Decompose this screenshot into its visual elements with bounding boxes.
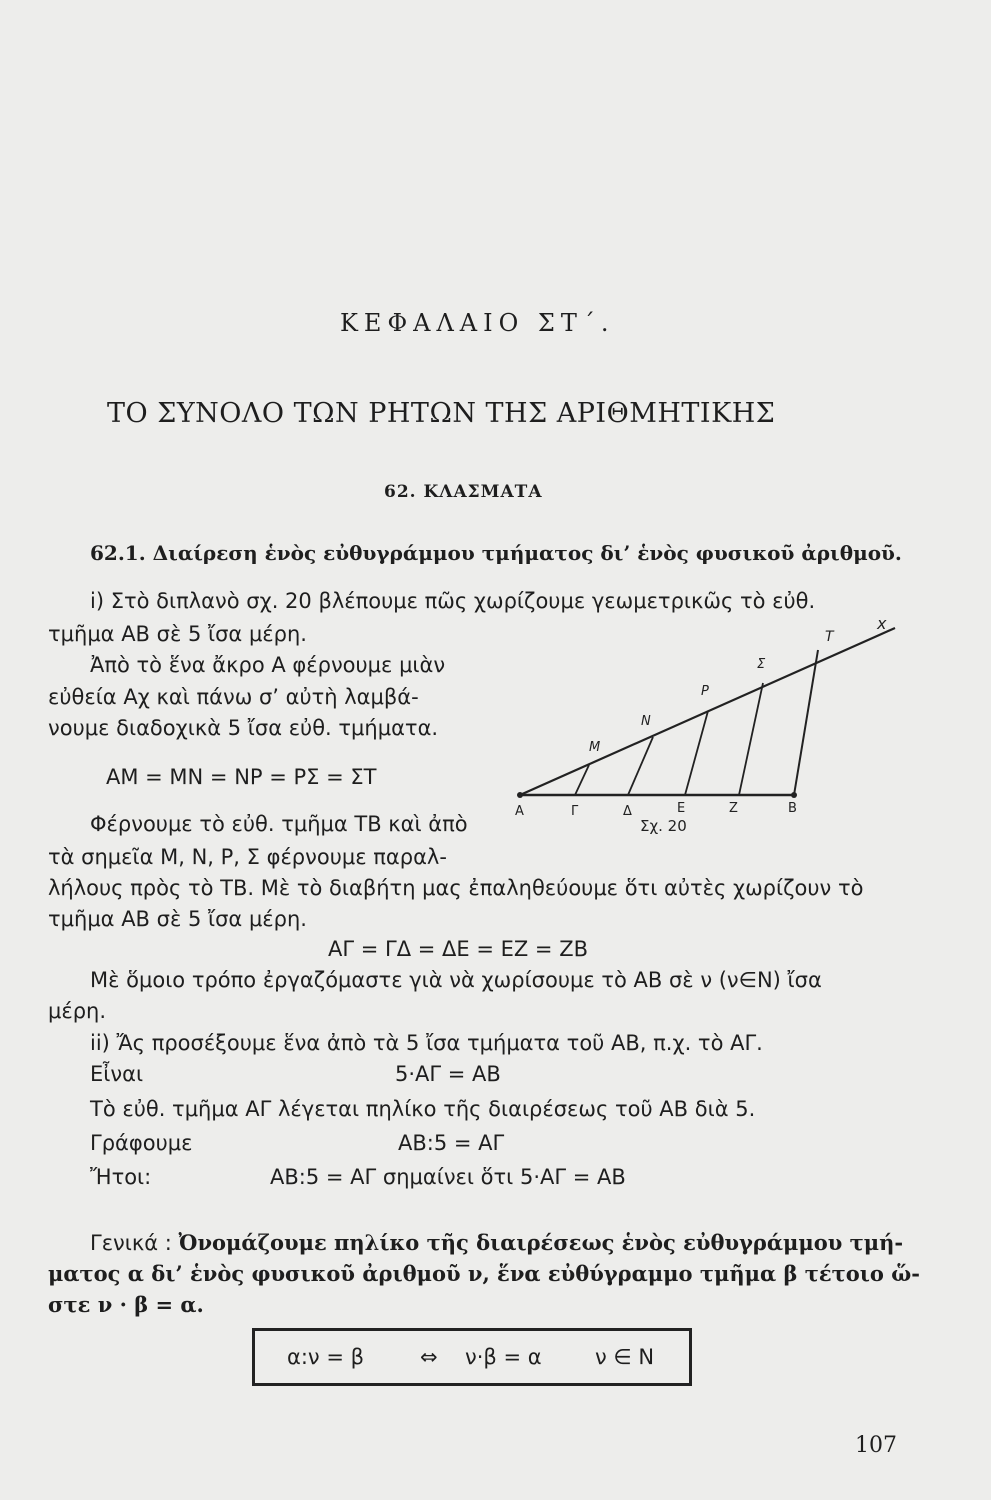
formula-mid: ν·β = α [465,1345,542,1369]
figure-caption: Σχ. 20 [640,817,687,835]
text-line: Φέρνουμε τὸ εὐθ. τμῆμα ΤΒ καὶ ἀπὸ [90,812,468,836]
text-label: Γράφουμε [90,1131,193,1155]
text-line: Μὲ ὅμοιο τρόπο ἐργαζόμαστε γιὰ νὰ χωρίσουμε τὸ ΑΒ σὲ ν (ν∈Ν) ἴσα [90,968,822,992]
definition-text: Ὀνομάζουμε πηλίκο τῆς διαιρέσεως ἑνὸς εὐθυγράμμου τμή- [178,1230,904,1255]
label-b: Β [788,801,797,816]
text-line: τμῆμα ΑΒ σὲ 5 ἴσα μέρη. [48,622,307,646]
page-number: 107 [855,1433,897,1458]
formula-left: α:ν = β [287,1345,364,1369]
chapter-title: ΤΟ ΣΥΝΟΛΟ ΤΩΝ ΡΗΤΩΝ ΤΗΣ ΑΡΙΘΜΗΤΙΚΗΣ [107,398,776,429]
text-line: Τὸ εὐθ. τμῆμα ΑΓ λέγεται πηλίκο τῆς διαιρέσεως τοῦ ΑΒ διὰ 5. [90,1097,756,1121]
text-line: λήλους πρὸς τὸ ΤΒ. Μὲ τὸ διαβήτη μας ἐπαληθεύουμε ὅτι αὐτὲς χωρίζουν τὸ [48,876,864,900]
text-line: Ἀπὸ τὸ ἕνα ἄκρο Α φέρνουμε μιὰν [90,653,446,677]
text-line: τὰ σημεῖα Μ, Ν, Ρ, Σ φέρνουμε παραλ- [48,845,447,869]
label-t: Τ [825,629,834,645]
text-line: τμῆμα ΑΒ σὲ 5 ἴσα μέρη. [48,907,307,931]
text-line: εὐθεία Αχ καὶ πάνω σ’ αὐτὴ λαμβά- [48,685,419,709]
text-line: μέρη. [48,999,107,1023]
point-b [791,792,797,798]
equation-line: ΑΓ = ΓΔ = ΔΕ = ΕΖ = ΖΒ [328,937,588,961]
label-n: Ν [641,714,651,729]
figure-20 [505,615,905,845]
parallel-line-s [739,683,763,795]
equation-line: ΑΒ:5 = ΑΓ σημαίνει ὅτι 5·ΑΓ = ΑΒ [270,1165,626,1189]
definition-lead: Γενικά : [90,1231,179,1255]
label-g: Γ [571,804,579,819]
point-a [517,792,523,798]
definition-line: στε ν · β = α. [48,1292,204,1317]
chapter-heading: ΚΕΦΑΛΑΙΟ ΣΤ΄. [340,309,615,337]
text-label: Εἶναι [90,1062,144,1086]
definition-line [90,1230,903,1255]
text-line: i) Στὸ διπλανὸ σχ. 20 βλέπουμε πῶς χωρίζουμε γεωμετρικῶς τὸ εὐθ. [90,589,816,613]
label-p: Ρ [701,684,709,699]
equation-line: ΑΒ:5 = ΑΓ [398,1131,505,1155]
label-m: Μ [589,740,601,755]
text-line: νουμε διαδοχικὰ 5 ἴσα εὐθ. τμήματα. [48,716,439,740]
label-a: Α [515,804,524,819]
equivalence-arrow: ⇔ [420,1345,438,1369]
equation-line: ΑΜ = ΜΝ = ΝΡ = ΡΣ = ΣΤ [106,765,377,789]
label-x: x [877,615,887,633]
label-e: Ε [677,801,686,816]
label-d: Δ [623,804,632,819]
formula-box [252,1328,692,1386]
parallel-line-p [685,711,708,795]
section-heading: 62. ΚΛΑΣΜΑΤΑ [384,482,543,502]
text-label: Ἤτοι: [90,1165,152,1189]
equation-line: 5·ΑΓ = ΑΒ [395,1062,501,1086]
label-z: Ζ [729,801,738,816]
label-s: Σ [757,657,766,672]
text-line: ii) Ἄς προσέξουμε ἕνα ἀπὸ τὰ 5 ἴσα τμήματα τοῦ ΑΒ, π.χ. τὸ ΑΓ. [90,1031,763,1055]
subsection-heading: 62.1. Διαίρεση ἑνὸς εὐθυγράμμου τμήματος δι’ ἑνὸς φυσικοῦ ἀριθμοῦ. [90,541,902,565]
definition-line: ματος α δι’ ἑνὸς φυσικοῦ ἀριθμοῦ ν, ἕνα εὐθύγραμμο τμῆμα β τέτοιο ὥ- [48,1261,920,1286]
formula-right: ν ∈ Ν [595,1345,655,1369]
